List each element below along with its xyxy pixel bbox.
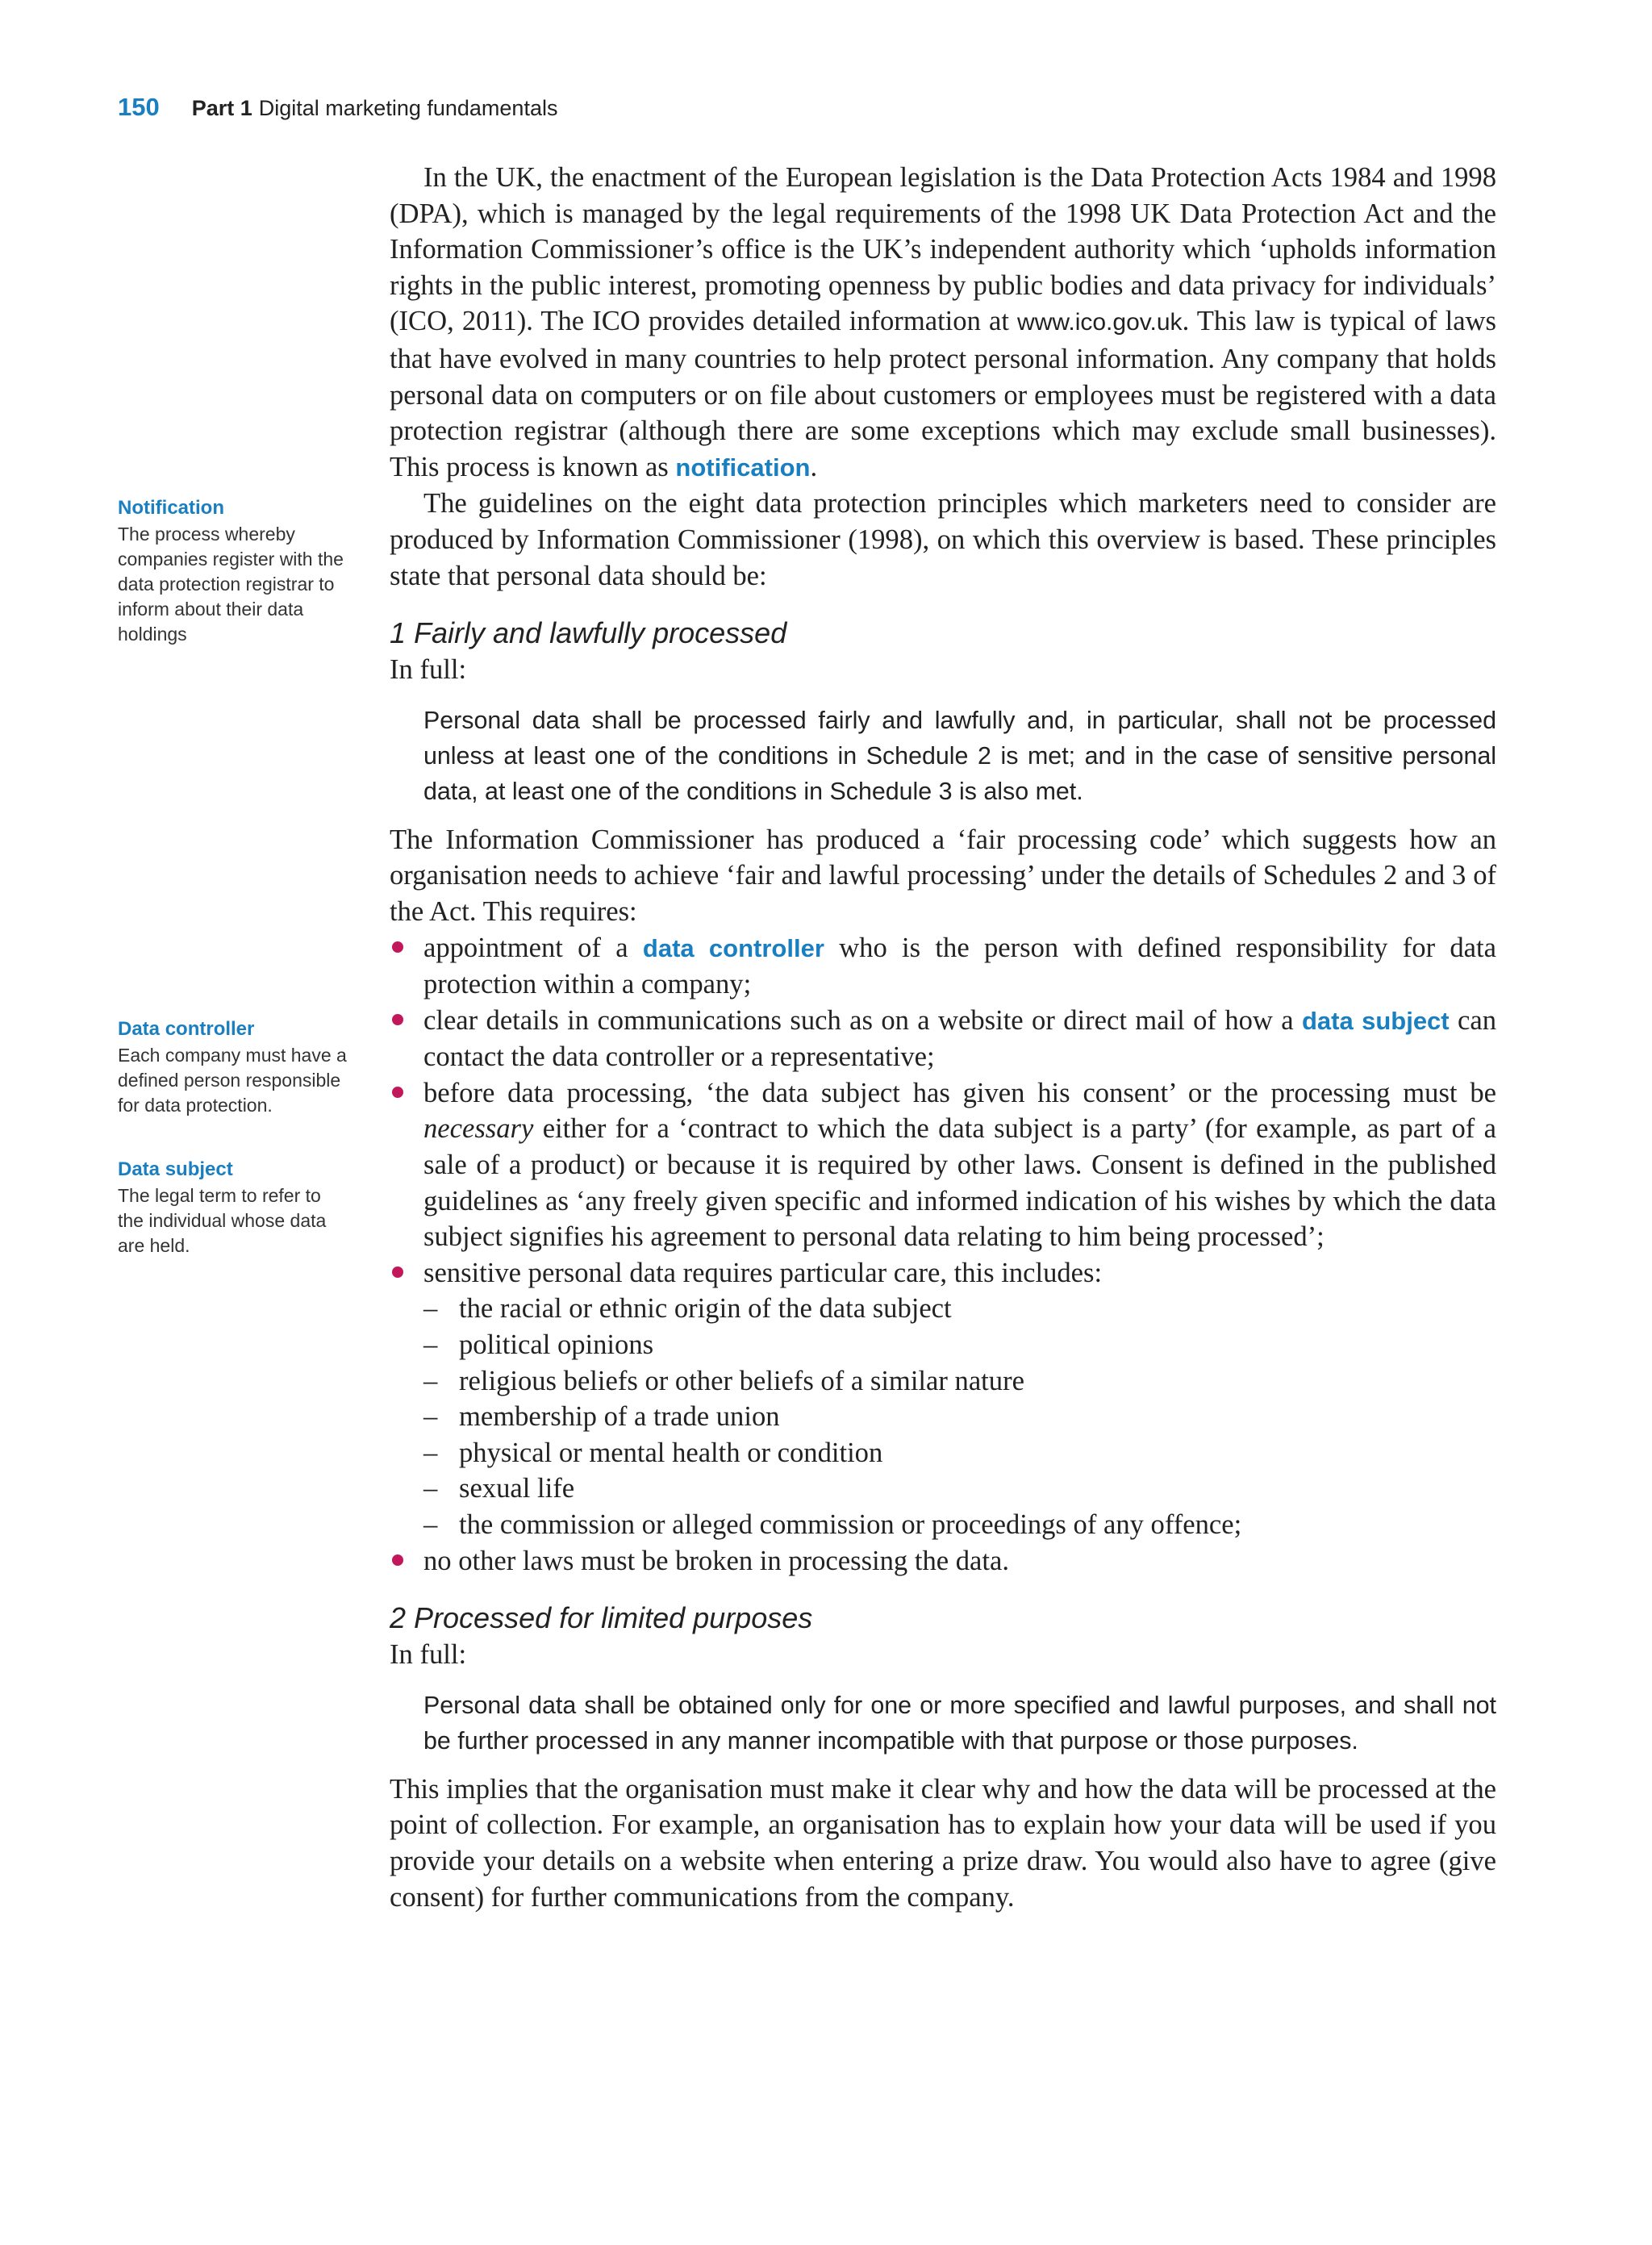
- legal-quote-2: Personal data shall be obtained only for one or more specified and lawful purposes, and shall not be further processed in any manner incompatible with that purpose or those purposes.: [423, 1691, 1496, 1755]
- dash-icon: –: [423, 1401, 438, 1433]
- list-item: [390, 1003, 1496, 1075]
- text-run: clear details in communications such as on a website or direct mail of how a: [423, 1004, 1302, 1036]
- running-header: [118, 93, 557, 133]
- list-item: [390, 930, 1496, 1003]
- text-run: .: [810, 451, 818, 482]
- text-run: religious beliefs or other beliefs of a similar nature: [459, 1365, 1024, 1396]
- margin-note-text: The legal term to refer to the individual whose data are held.: [118, 1185, 327, 1256]
- text-run: before data processing, ‘the data subject has given his consent’ or the processing must be: [423, 1077, 1496, 1108]
- keyword-data-controller: data controller: [642, 933, 824, 962]
- text-run: sexual life: [459, 1473, 575, 1504]
- sub-list-item: [423, 1291, 1496, 1327]
- dash-icon: –: [423, 1293, 438, 1325]
- text-run: political opinions: [459, 1329, 654, 1361]
- part-title: Digital marketing fundamentals: [258, 96, 558, 120]
- sub-list-item: [423, 1435, 1496, 1471]
- paragraph-fair-processing: The Information Commissioner has produced a ‘fair processing code’ which suggests how an organisation needs to achieve ‘fair and lawful processing’ under the details of Schedules 2 and 3 of the Act. This requires:: [390, 824, 1496, 927]
- text-run: . This law is typical of laws that have evolved in many countries to help protect personal information. Any company that holds personal data on computers or on file about customers or employees must be registered with a data protection registrar (although there are some exceptions which may exclude small businesses). This process is known as: [390, 306, 1496, 482]
- margin-note-data-controller: [118, 1016, 352, 1118]
- part-label: Part 1: [191, 96, 252, 120]
- keyword-notification: notification: [675, 453, 811, 482]
- list-item: [390, 1543, 1496, 1579]
- text-run: no other laws must be broken in processing the data.: [423, 1545, 1009, 1576]
- sub-list-item: [423, 1327, 1496, 1363]
- margin-note-title: Notification: [118, 497, 224, 519]
- paragraph-limited-purposes: This implies that the organisation must make it clear why and how the data will be processed at the point of collection. For example, an organisation has to explain how your data will be used if you provide your details on a website when entering a prize draw. You would also have to agree (give consent) for further communications from the company.: [390, 1773, 1496, 1913]
- sub-list-item: [423, 1363, 1496, 1400]
- emphasis: necessary: [423, 1113, 534, 1145]
- dash-icon: –: [423, 1509, 438, 1540]
- bullet-icon: [392, 1554, 403, 1566]
- text-run: appointment of a: [423, 932, 643, 963]
- in-full-label: In full:: [390, 1639, 467, 1671]
- sub-list-item: [423, 1399, 1496, 1435]
- text-run: physical or mental health or condition: [459, 1437, 883, 1468]
- text-run: In the UK, the enactment of the European legislation is the Data Protection Acts 1984 and 1998 (DPA), which is managed by the legal requirements of the 1998 UK Data Protection Act and the Information Commissioner’s office is the UK’s independent authority which ‘upholds information rights in the public interest, promoting openness by public bodies and data privacy for individuals’ (ICO, 2011). The ICO provides detailed information at: [390, 162, 1496, 337]
- page-number: 150: [118, 93, 160, 121]
- list-item: [390, 1255, 1496, 1543]
- dash-icon: –: [423, 1365, 438, 1396]
- paragraph-intro: [390, 160, 1496, 486]
- text-run: can contact the data controller or a representative;: [423, 1004, 1496, 1073]
- sensitive-data-list: [423, 1291, 1496, 1542]
- text-run: membership of a trade union: [459, 1401, 780, 1433]
- bullet-icon: [392, 1266, 403, 1278]
- list-item: [390, 1075, 1496, 1255]
- dash-icon: –: [423, 1329, 438, 1361]
- bullet-icon: [392, 1087, 403, 1098]
- sub-list-item: [423, 1507, 1496, 1543]
- bullet-icon: [392, 1014, 403, 1025]
- text-run: who is the person with defined responsibility for data protection within a company;: [423, 932, 1496, 1000]
- keyword-data-subject: data subject: [1302, 1006, 1450, 1035]
- section-heading-1: 1 Fairly and lawfully processed: [390, 616, 787, 650]
- sub-list-item: [423, 1471, 1496, 1507]
- margin-note-text: Each company must have a defined person responsible for data protection.: [118, 1045, 347, 1116]
- text-run: sensitive personal data requires particular care, this includes:: [423, 1257, 1103, 1288]
- main-text-column: [390, 160, 1496, 1915]
- text-run: either for a ‘contract to which the data subject is a party’ (for example, as part of a sale of a product) or because it is required by other laws. Consent is defined in the published guidelines as ‘any freely given specific and informed indication of his wishes by which the data subject signifies his agreement to personal data relating to him being processed’;: [423, 1113, 1496, 1253]
- bullet-icon: [392, 941, 403, 953]
- margin-note-title: Data subject: [118, 1158, 233, 1180]
- margin-note-notification: [118, 495, 352, 647]
- legal-quote-1: Personal data shall be processed fairly and lawfully and, in particular, shall not be processed unless at least one of the conditions in Schedule 2 is met; and in the case of sensitive personal data, at least one of the conditions in Schedule 3 is also met.: [423, 706, 1496, 805]
- text-run: the commission or alleged commission or proceedings of any offence;: [459, 1509, 1242, 1540]
- margin-note-text: The process whereby companies register with the data protection registrar to inform about their data holdings: [118, 524, 344, 645]
- section-heading-2: 2 Processed for limited purposes: [390, 1601, 813, 1635]
- margin-note-data-subject: [118, 1157, 352, 1258]
- in-full-label: In full:: [390, 654, 467, 686]
- ico-url-link[interactable]: www.ico.gov.uk: [1017, 309, 1183, 336]
- requirements-list: [390, 930, 1496, 1579]
- dash-icon: –: [423, 1473, 438, 1504]
- text-run: the racial or ethnic origin of the data subject: [459, 1293, 952, 1325]
- dash-icon: –: [423, 1437, 438, 1468]
- paragraph-guidelines: The guidelines on the eight data protection principles which marketers need to consider are produced by Information Commissioner (1998), on which this overview is based. These principles state that personal data should be:: [390, 488, 1496, 591]
- margin-note-title: Data controller: [118, 1018, 255, 1040]
